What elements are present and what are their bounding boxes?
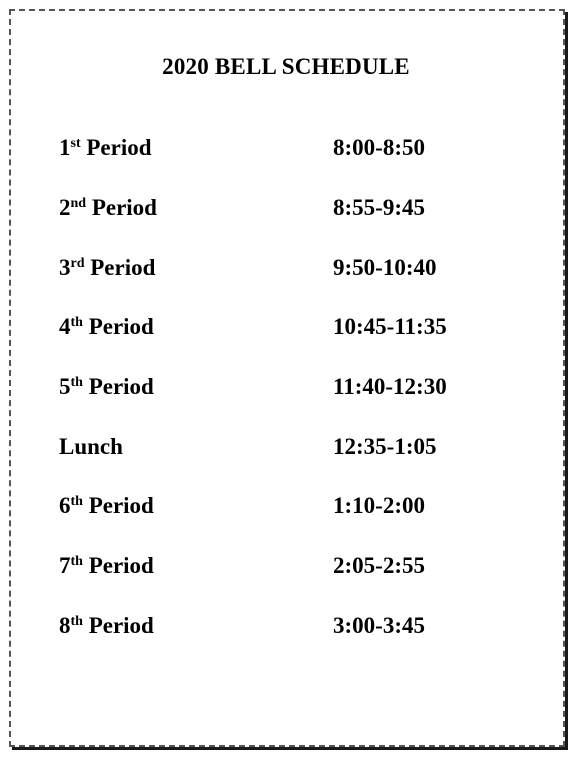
schedule-row: [0, 613, 580, 643]
period-time: 8:00-8:50: [333, 135, 425, 160]
period-number: 5: [59, 374, 71, 399]
period-time: 10:45-11:35: [333, 314, 447, 339]
ordinal-suffix: nd: [70, 196, 87, 211]
period-label: [59, 493, 154, 519]
period-name: Period: [88, 493, 154, 518]
period-number: 4: [59, 314, 71, 339]
period-time: 11:40-12:30: [333, 374, 447, 399]
period-number: 8: [59, 613, 71, 638]
period-label: [59, 195, 157, 221]
ordinal-suffix: th: [70, 554, 83, 569]
period-label: [59, 374, 154, 400]
period-name: Period: [90, 255, 156, 280]
ordinal-suffix: st: [70, 136, 81, 151]
period-name: Period: [91, 195, 157, 220]
period-time: 3:00-3:45: [333, 613, 425, 638]
ordinal-suffix: rd: [70, 256, 85, 271]
period-label: [59, 553, 154, 579]
period-label: [59, 314, 154, 340]
period-label: [59, 135, 152, 161]
ordinal-suffix: th: [70, 375, 83, 390]
period-label: [59, 613, 154, 639]
period-name: Period: [88, 613, 154, 638]
lunch-name: Lunch: [59, 434, 123, 459]
period-number: 1: [59, 135, 71, 160]
period-time: 8:55-9:45: [333, 195, 425, 220]
period-number: 7: [59, 553, 71, 578]
ordinal-suffix: th: [70, 614, 83, 629]
schedule-row: [0, 553, 580, 583]
ordinal-suffix: th: [70, 315, 83, 330]
schedule-row: [0, 255, 580, 285]
schedule-row: [0, 314, 580, 344]
period-number: 3: [59, 255, 71, 280]
period-name: Period: [88, 553, 154, 578]
schedule-row: [0, 135, 580, 165]
schedule-row: [0, 434, 580, 464]
period-label: [59, 255, 155, 281]
schedule-row: [0, 195, 580, 225]
schedule-row: [0, 374, 580, 404]
period-time: 2:05-2:55: [333, 553, 425, 578]
period-name: Period: [88, 314, 154, 339]
period-name: Period: [86, 135, 152, 160]
ordinal-suffix: th: [70, 494, 83, 509]
lunch-time: 12:35-1:05: [333, 434, 437, 459]
period-number: 6: [59, 493, 71, 518]
period-name: Period: [88, 374, 154, 399]
page-title: 2020 BELL SCHEDULE: [162, 54, 410, 79]
period-time: 1:10-2:00: [333, 493, 425, 518]
period-number: 2: [59, 195, 71, 220]
lunch-label: [59, 434, 123, 460]
schedule-row: [0, 493, 580, 523]
period-time: 9:50-10:40: [333, 255, 437, 280]
